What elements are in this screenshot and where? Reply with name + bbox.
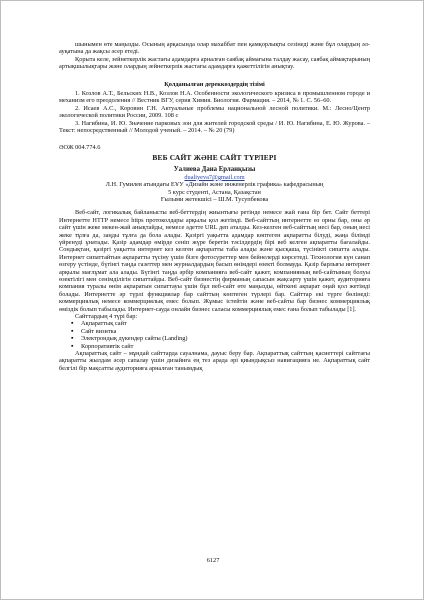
affiliation-line-1: Л.Н. Гумилев атындағы ЕҰУ «Дизайн және инженерлік графика» кафедрасының (105, 181, 324, 189)
supervisor-line: Ғылыми жетекшісі – Ш.М. Тусупбекова (160, 195, 269, 203)
body-paragraph-2: Ақпараттық сайт – мұндай сайттарда сауалнама, дауыс беру бар. Ақпараттық сайттың қасиеттері сайттағы ақпаратты жылдам әсер сапалау үшін дизайнға ең тез арада әрі қиындықсыз навигацияға ие. Ақпараттық сайт белгілі бір мақсатты аудиторияға арналған танымдық (59, 350, 370, 372)
author-name: Уалиева Дана Ерланқызы (173, 166, 256, 174)
conclusion-paragraph: Қорыта келе, зейнеткерлік жастағы адамдарға арналған саябақ аймағына талдау жасау, саябақ аймақтарының артықшылықтары және олардың зейнеткерлік жастағы адамдарға қажеттілігін анықтау. (59, 55, 370, 71)
author-email-link[interactable]: dualiyeva7@gmail.com (184, 173, 245, 181)
list-item: ▪ Корпоративтік сайт (81, 343, 370, 350)
list-item: ▪ Электрондық дүкендер сайты (Landing) (81, 335, 370, 342)
udc-code: ӘОЖ 004.774.6 (59, 144, 101, 152)
intro-paragraph: шынымен өте маңызды. Осының арқасында олар махаббат пен қамқорлықты сезінеді және бұл олардың әл-ауқатына да жақсы әсер етеді. (59, 41, 370, 56)
references-title: Қолданылған дереккөздердің тізімі (164, 80, 265, 88)
list-item: ▪ Сайт визитка (81, 328, 370, 335)
list-item: ▪ Ақпараттық сайт (81, 320, 370, 327)
affiliation-line-2: 5 курс студенті, Астана, Қазақстан (168, 188, 261, 196)
site-types-intro: Сайттардың 4 түрі бар: (75, 313, 138, 320)
page-content (59, 41, 370, 372)
body-paragraph-1: Веб-сайт, логикалық байланысты веб-беттердің жиынтығы ретінде немесе жай ғана бір бет. Сайт беттері Интернетте HTTP немесе https протоколдары арқылы қол жетімді. Веб-сайттың интернетте өз орны бар, оны әр сайт үшін жеке мекен-жай анықтайды, немесе әдетте URL деп аталды. Кез-келген веб-сайттың иесі бар, оның иесі жеке тұлға да, заңды тұлға да бола алады. Қазіргі уақытта адамдар көптеген ақпаратты білуді, жаңа білімді үйренуді ұнатады. Қазір адамдар өмірде сеніп жүре беретін тәсілдердің бірі веб келген ақпаратты бағалайды. Сондықтан, қазіргі уақытта интернет кез келген ақпаратты таба алады және қысқаша, түсінікті сипатта алады. Интернет сипаттайтын ақпаратты түсіну үшін бізге фотосуреттер мен бейнелерді көрсетеді. Технология күн санап өзгеру үстінде, бүгінгі таңда газеттер мен журналдардың басып өнімдері өзекті болмауда. Қазір барлығы интернет арқылы мағлұмат ала алады. Бүгінгі таңда әрбір компанияға веб-сайт қажет, компанияның веб-сайтының болуы өзектілігі мен сенімділігін сипаттайды. Веб-сайт бизнестің фирманың сапасын жақсарту үшін қажет, аудиторияға компания туралы өнім ақпаратын сипаттауы үшін бұл веб-сайт өте маңызды, өйткені ақпарат оңай қол жетімді болады. Интернетте әр түрлі функциялар бар сайттың көптеген түрлері бар. Сайттар екі түрге бөлінеді: коммерциялық немесе коммерциялық емес болып. Жұмыс істейтін және веб-сайты бар бизнес коммерциялық өміздік болып табылады. Интернет-сауда онлайн бизнес саласы коммерциялық емес ғана болып табылады [1]. (59, 209, 370, 313)
site-types-list (59, 320, 370, 350)
reference-item-3: 3. Нагибина, И. Ю. Значение парковых зон для жителей городской среды / И. Ю. Нагибина, Е. Ю. Журова. – Текст: непосредственный // Молодой ученый. – 2014. – № 20 (79) (59, 119, 370, 135)
article-title: ВЕБ САЙТ ЖӘНЕ САЙТ ТҮРЛЕРІ (152, 152, 277, 162)
reference-item-2: 2. Исаев А.С., Коровин Г.Н. Актуальные проблемы национальной лесной политики. М.: Лесно/Центр экологической политики России, 2009. 108 с (59, 104, 370, 120)
reference-item-1: 1. Козлов А.Т., Бельских Н.В., Козлов Н.А. Особенности экологического кризиса в промышленном городе и механизм его преодоления // Вестник ВГУ, серия Химия. Биология. Фармация. – 2014, № 1. С. 56–60. (59, 90, 370, 105)
page-number: 6127 (206, 557, 220, 564)
